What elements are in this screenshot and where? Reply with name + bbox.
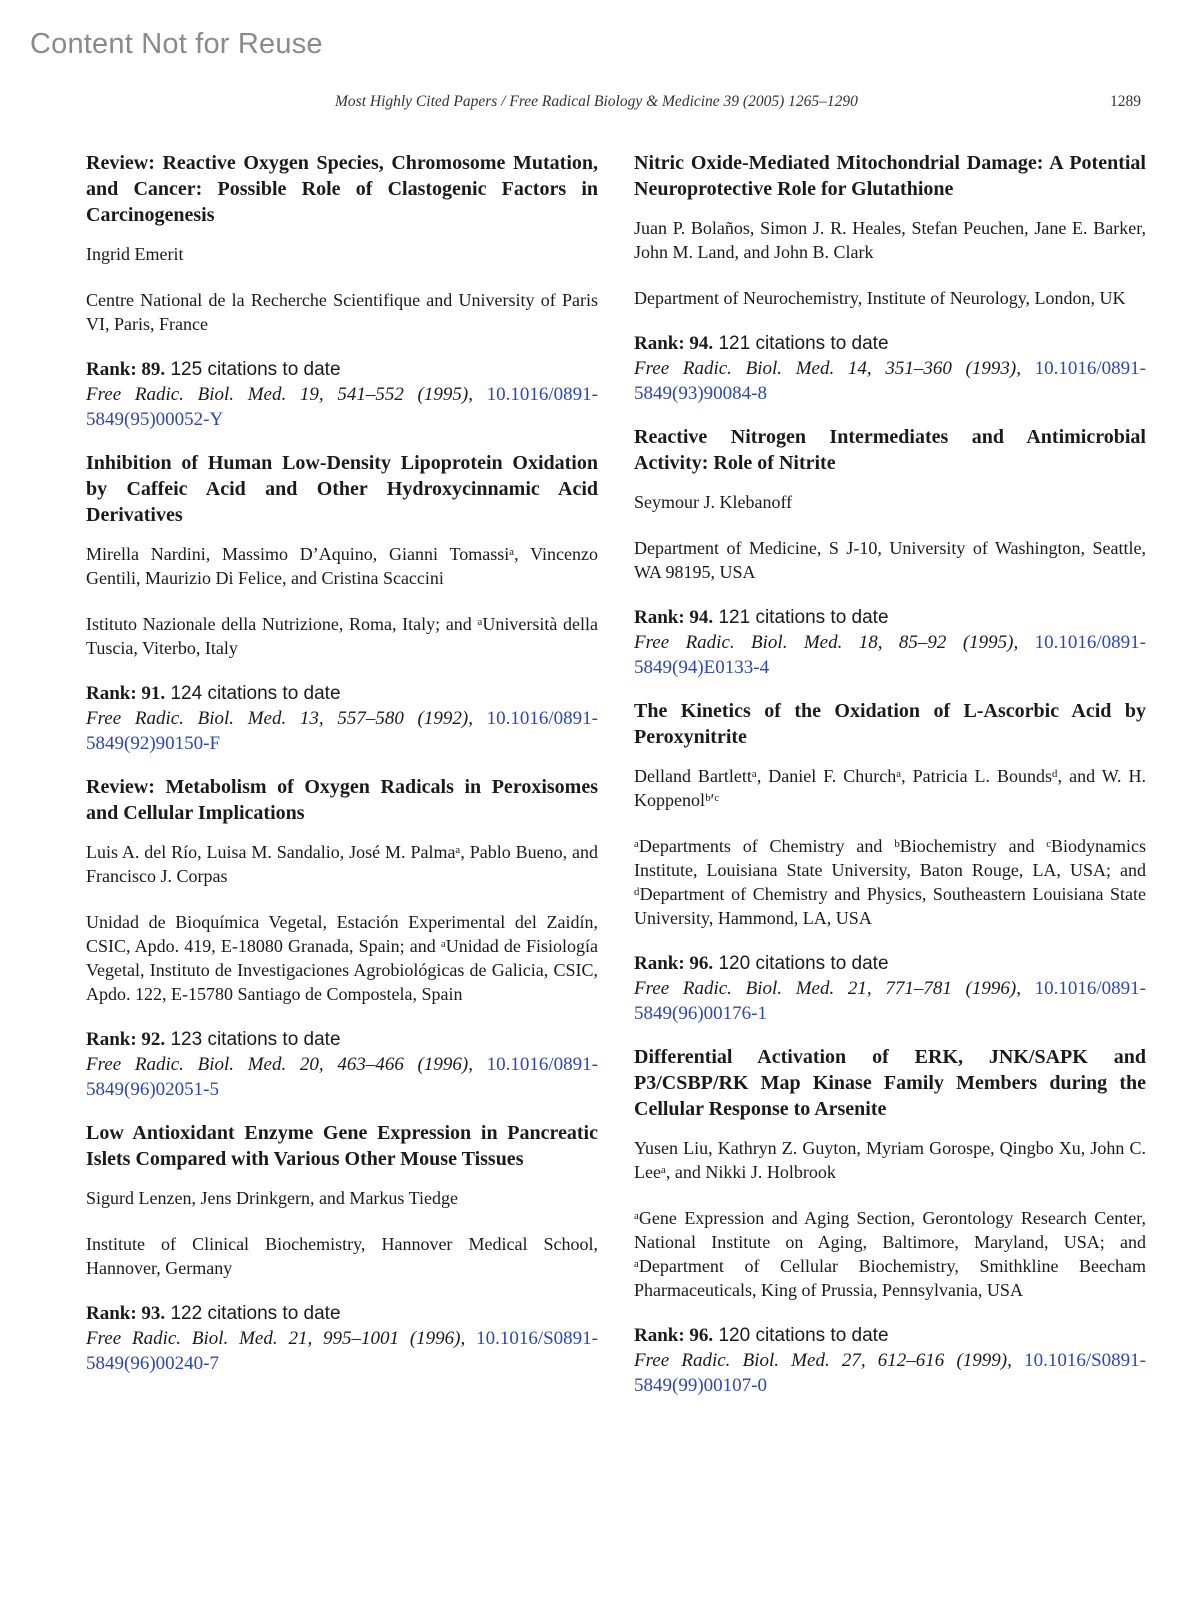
- paper-authors: Luis A. del Río, Luisa M. Sandalio, José M. Palmaᵃ, Pablo Bueno, and Francisco J. Corpas: [86, 842, 598, 886]
- paper-authors: Ingrid Emerit: [86, 244, 184, 264]
- running-header: [0, 93, 1200, 117]
- citation-line: [634, 976, 1146, 1026]
- journal-reference: Free Radic. Biol. Med. 18, 85–92 (1995),: [634, 632, 1019, 653]
- doi-link[interactable]: 10.1016/0891-5849(94)E0133-4: [634, 632, 1146, 678]
- rank-label: Rank: 91.: [86, 683, 166, 704]
- paper-authors: Juan P. Bolaños, Simon J. R. Heales, Stefan Peuchen, Jane E. Barker, John M. Land, and John B. Clark: [634, 218, 1146, 262]
- journal-reference: Free Radic. Biol. Med. 14, 351–360 (1993),: [634, 358, 1021, 379]
- paper-title: Review: Reactive Oxygen Species, Chromosome Mutation, and Cancer: Possible Role of Clastogenic Factors in Carcinogenesis: [86, 152, 598, 226]
- doi-link[interactable]: 10.1016/0891-5849(92)90150-F: [86, 708, 599, 754]
- watermark: Content Not for Reuse: [30, 28, 323, 60]
- paper-entry: [634, 150, 1146, 406]
- citation-count: 123 citations to date: [170, 1029, 341, 1050]
- paper-authors: Seymour J. Klebanoff: [634, 492, 793, 512]
- paper-affiliation: Institute of Clinical Biochemistry, Hannover Medical School, Hannover, Germany: [86, 1234, 598, 1278]
- citation-line: [86, 1326, 598, 1376]
- paper-entry: [86, 1120, 598, 1376]
- rank-line: [86, 682, 598, 706]
- journal-reference: Free Radic. Biol. Med. 27, 612–616 (1999),: [634, 1350, 1012, 1371]
- citation-count: 121 citations to date: [718, 333, 889, 354]
- paper-entry: [86, 450, 598, 756]
- rank-line: [634, 1324, 1146, 1348]
- citation-count: 120 citations to date: [718, 953, 889, 974]
- paper-title: The Kinetics of the Oxidation of L-Ascorbic Acid by Peroxynitrite: [634, 700, 1146, 748]
- citation-line: [86, 382, 598, 432]
- paper-entry: [86, 150, 598, 432]
- rank-line: [634, 332, 1146, 356]
- left-column: [86, 150, 598, 1394]
- paper-title: Nitric Oxide-Mediated Mitochondrial Damage: A Potential Neuroprotective Role for Glutathione: [634, 152, 1146, 200]
- doi-link[interactable]: 10.1016/0891-5849(96)02051-5: [86, 1054, 599, 1100]
- rank-label: Rank: 96.: [634, 1325, 714, 1346]
- citation-line: [86, 706, 598, 756]
- rank-label: Rank: 93.: [86, 1303, 166, 1324]
- rank-label: Rank: 94.: [634, 333, 714, 354]
- citation-count: 124 citations to date: [170, 683, 341, 704]
- doi-link[interactable]: 10.1016/S0891-5849(96)00240-7: [86, 1328, 599, 1374]
- rank-label: Rank: 94.: [634, 607, 714, 628]
- right-column: [634, 150, 1146, 1416]
- doi-link[interactable]: 10.1016/0891-5849(95)00052-Y: [86, 384, 599, 430]
- rank-line: [86, 1302, 598, 1326]
- paper-affiliation: ᵃDepartments of Chemistry and ᵇBiochemistry and ᶜBiodynamics Institute, Louisiana State University, Baton Rouge, LA, USA; and ᵈDepartment of Chemistry and Physics, Southeastern Louisiana State University, Hammond, LA, USA: [634, 836, 1146, 928]
- citation-count: 121 citations to date: [718, 607, 889, 628]
- journal-reference: Free Radic. Biol. Med. 13, 557–580 (1992),: [86, 708, 473, 729]
- rank-line: [86, 358, 598, 382]
- page-number: 1289: [1110, 93, 1141, 110]
- paper-title: Reactive Nitrogen Intermediates and Antimicrobial Activity: Role of Nitrite: [634, 426, 1146, 474]
- rank-label: Rank: 89.: [86, 359, 166, 380]
- journal-reference: Free Radic. Biol. Med. 19, 541–552 (1995),: [86, 384, 473, 405]
- citation-count: 122 citations to date: [170, 1303, 341, 1324]
- doi-link[interactable]: 10.1016/0891-5849(93)90084-8: [634, 358, 1147, 404]
- paper-affiliation: ᵃGene Expression and Aging Section, Gerontology Research Center, National Institute on Aging, Baltimore, Maryland, USA; and ᵃDepartment of Cellular Biochemistry, Smithkline Beecham Pharmaceuticals, King of Prussia, Pennsylvania, USA: [634, 1208, 1146, 1300]
- doi-link[interactable]: 10.1016/S0891-5849(99)00107-0: [634, 1350, 1147, 1396]
- paper-entry: [634, 698, 1146, 1026]
- doi-link[interactable]: 10.1016/0891-5849(96)00176-1: [634, 978, 1147, 1024]
- paper-entry: [634, 424, 1146, 680]
- citation-line: [634, 356, 1146, 406]
- paper-affiliation: Department of Neurochemistry, Institute of Neurology, London, UK: [634, 288, 1126, 308]
- paper-affiliation: Istituto Nazionale della Nutrizione, Roma, Italy; and ᵃUniversità della Tuscia, Viterbo, Italy: [86, 614, 598, 658]
- rank-line: [634, 606, 1146, 630]
- paper-authors: Sigurd Lenzen, Jens Drinkgern, and Markus Tiedge: [86, 1188, 458, 1208]
- citation-count: 120 citations to date: [718, 1325, 889, 1346]
- citation-line: [634, 630, 1146, 680]
- paper-entry: [634, 1044, 1146, 1398]
- rank-line: [634, 952, 1146, 976]
- citation-count: 125 citations to date: [170, 359, 341, 380]
- paper-title: Inhibition of Human Low-Density Lipoprotein Oxidation by Caffeic Acid and Other Hydroxycinnamic Acid Derivatives: [86, 452, 598, 526]
- running-title: Most Highly Cited Papers / Free Radical Biology & Medicine 39 (2005) 1265–1290: [335, 93, 858, 110]
- rank-label: Rank: 96.: [634, 953, 714, 974]
- citation-line: [86, 1052, 598, 1102]
- journal-reference: Free Radic. Biol. Med. 21, 771–781 (1996),: [634, 978, 1021, 999]
- paper-title: Differential Activation of ERK, JNK/SAPK and P3/CSBP/RK Map Kinase Family Members during the Cellular Response to Arsenite: [634, 1046, 1146, 1120]
- paper-entry: [86, 774, 598, 1102]
- paper-authors: Yusen Liu, Kathryn Z. Guyton, Myriam Gorospe, Qingbo Xu, John C. Leeᵃ, and Nikki J. Holbrook: [634, 1138, 1146, 1182]
- rank-line: [86, 1028, 598, 1052]
- paper-affiliation: Centre National de la Recherche Scientifique and University of Paris VI, Paris, France: [86, 290, 598, 334]
- paper-authors: Delland Bartlettᵃ, Daniel F. Churchᵃ, Patricia L. Boundsᵈ, and W. H. Koppenolᵇʹᶜ: [634, 766, 1146, 810]
- rank-label: Rank: 92.: [86, 1029, 166, 1050]
- journal-reference: Free Radic. Biol. Med. 20, 463–466 (1996),: [86, 1054, 473, 1075]
- paper-affiliation: Unidad de Bioquímica Vegetal, Estación Experimental del Zaidín, CSIC, Apdo. 419, E-18080 Granada, Spain; and ᵃUnidad de Fisiología Vegetal, Instituto de Investigaciones Agrobiológicas de Galicia, CSIC, Apdo. 122, E-15780 Santiago de Compostela, Spain: [86, 912, 598, 1004]
- journal-reference: Free Radic. Biol. Med. 21, 995–1001 (1996),: [86, 1328, 466, 1349]
- paper-affiliation: Department of Medicine, S J-10, University of Washington, Seattle, WA 98195, USA: [634, 538, 1146, 582]
- paper-title: Review: Metabolism of Oxygen Radicals in Peroxisomes and Cellular Implications: [86, 776, 598, 824]
- paper-title: Low Antioxidant Enzyme Gene Expression in Pancreatic Islets Compared with Various Other Mouse Tissues: [86, 1122, 598, 1170]
- citation-line: [634, 1348, 1146, 1398]
- paper-authors: Mirella Nardini, Massimo D’Aquino, Gianni Tomassiᵃ, Vincenzo Gentili, Maurizio Di Felice, and Cristina Scaccini: [86, 544, 598, 588]
